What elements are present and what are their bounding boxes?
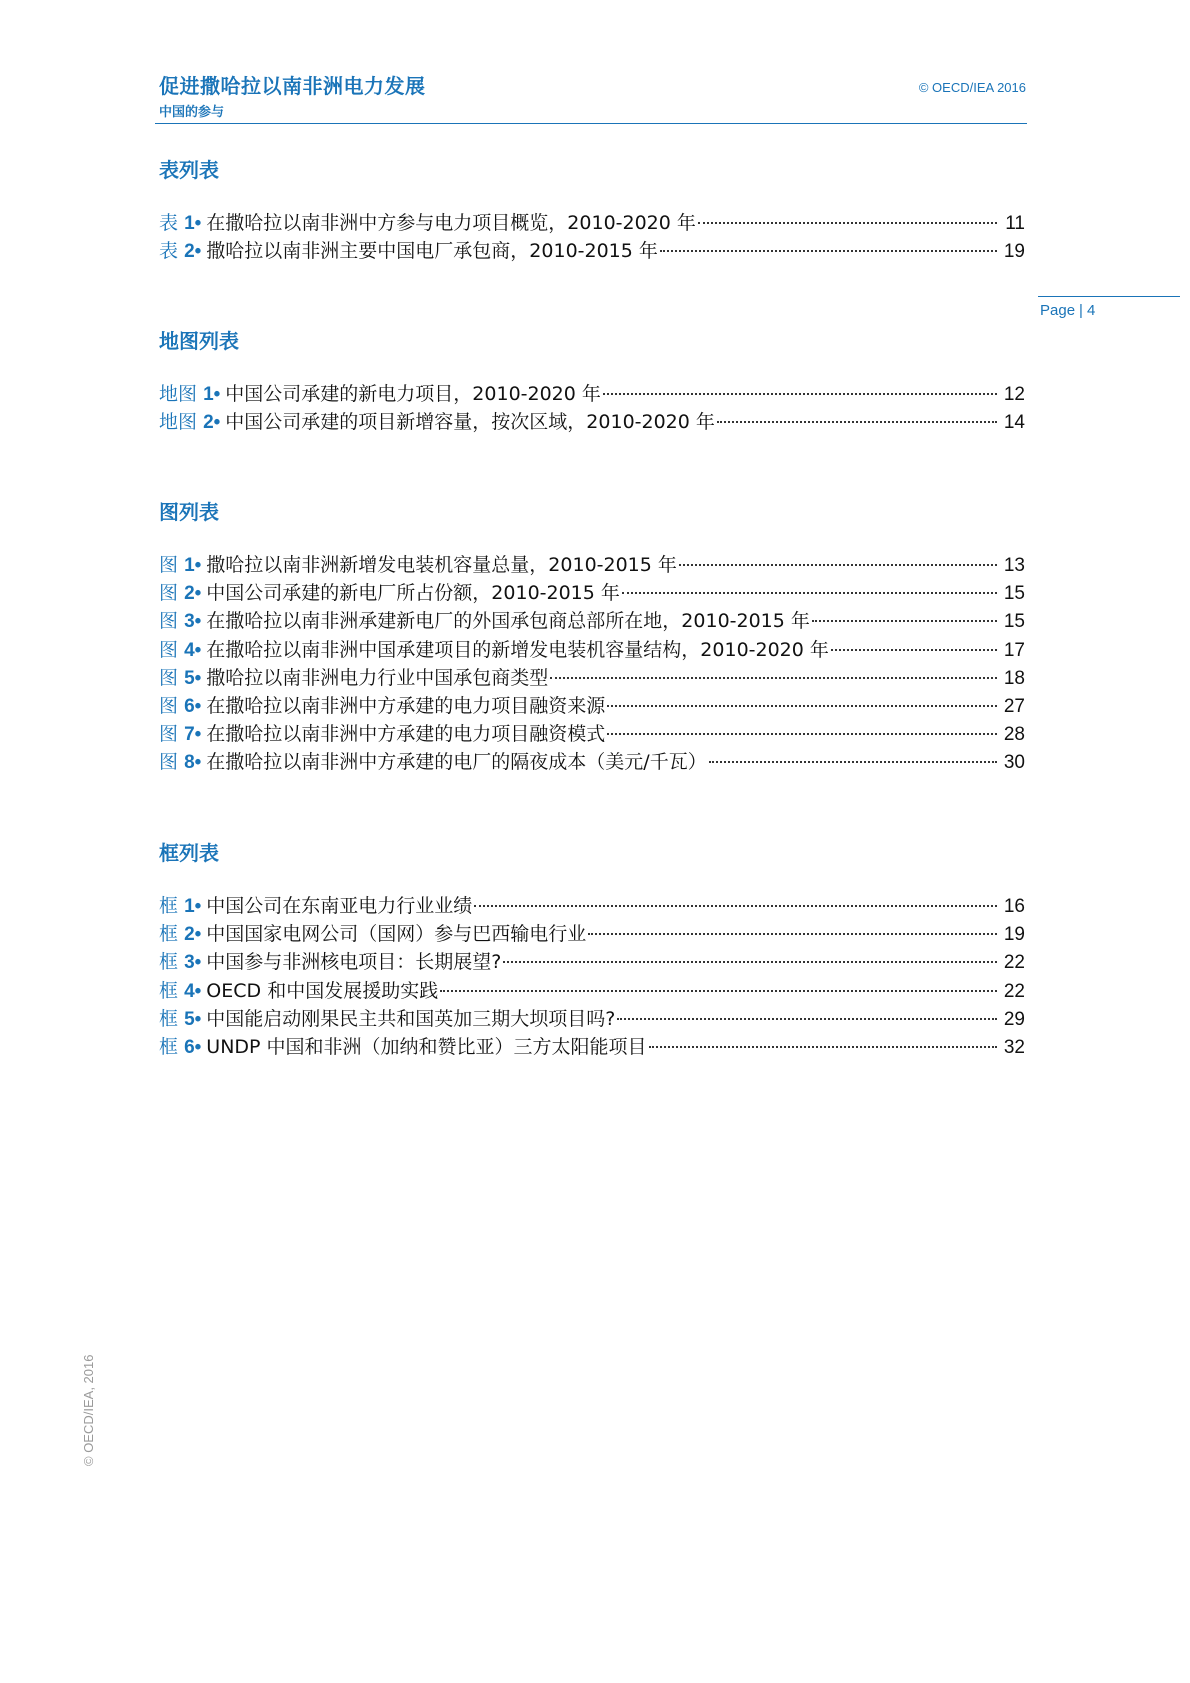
toc-entry-prefix: 表 [159, 212, 179, 234]
toc-entry-text: 中国公司承建的项目新增容量，按次区域，2010-2020 年 [225, 411, 715, 434]
toc-entry-prefix: 图 [159, 751, 179, 774]
section-title-maps: 地图列表 [159, 329, 239, 353]
bullet-icon: • [194, 724, 202, 746]
toc-entry-number: 8 [184, 752, 195, 774]
toc-entry-number: 1 [203, 384, 214, 405]
side-copyright: © OECD/IEA, 2016 [81, 1354, 96, 1466]
bullet-icon: • [194, 896, 202, 917]
toc-entry-text: 中国公司在东南亚电力行业业绩 [206, 895, 473, 917]
toc-entry-text: 在撒哈拉以南非洲中方承建的电力项目融资模式 [206, 723, 606, 746]
toc-entry-box-1[interactable] [159, 892, 1025, 920]
toc-entry-map-1[interactable] [159, 380, 1025, 408]
toc-entry-label [159, 636, 206, 665]
page-number [1040, 302, 1095, 319]
toc-entry-page: 27 [1003, 695, 1025, 717]
toc-entry-number: 5 [184, 667, 195, 689]
toc-entry-box-3[interactable] [159, 948, 1025, 976]
bullet-icon: • [213, 412, 221, 434]
toc-entry-number: 2 [184, 583, 195, 605]
bullet-icon: • [194, 980, 202, 1002]
toc-entry-label [159, 551, 206, 580]
toc-entry-label [159, 748, 206, 777]
toc-entry-page: 13 [1003, 555, 1025, 576]
toc-entry-number: 6 [184, 1036, 195, 1058]
toc-entry-number: 5 [184, 1008, 195, 1030]
toc-entry-prefix: 图 [159, 638, 179, 661]
bullet-icon: • [194, 667, 202, 689]
toc-entry-prefix: 图 [159, 610, 179, 633]
toc-entry-label [159, 1033, 206, 1062]
dot-leader [440, 990, 997, 992]
bullet-icon: • [194, 1036, 202, 1058]
toc-entry-figure-5[interactable] [159, 664, 1025, 692]
toc-entry-map-2[interactable] [159, 408, 1025, 436]
toc-entry-page: 15 [1003, 583, 1025, 605]
toc-entry-page: 22 [1003, 952, 1025, 974]
toc-entry-text: 撒哈拉以南非洲电力行业中国承包商类型 [206, 666, 549, 689]
toc-entry-text: 中国公司承建的新电厂所占份额，2010-2015 年 [206, 582, 620, 605]
dot-leader [550, 677, 997, 679]
dot-leader [622, 592, 997, 594]
toc-entry-figure-4[interactable] [159, 636, 1025, 664]
toc-entry-page: 29 [1003, 1008, 1025, 1030]
dot-leader [717, 421, 997, 423]
list-of-maps [159, 326, 1025, 436]
page-number-divider [1038, 296, 1180, 297]
toc-entry-label [159, 209, 206, 238]
toc-entry-number: 1 [184, 896, 195, 917]
toc-entry-label [159, 237, 206, 266]
dot-leader [474, 905, 997, 907]
toc-entry-figure-6[interactable] [159, 692, 1025, 720]
bullet-icon: • [213, 384, 221, 405]
bullet-icon: • [194, 611, 202, 633]
toc-entry-label [159, 1005, 206, 1034]
toc-entry-figure-1[interactable] [159, 551, 1025, 579]
toc-entry-number: 4 [184, 980, 195, 1002]
toc-entry-page: 28 [1003, 724, 1025, 746]
dot-leader [617, 1018, 997, 1020]
bullet-icon: • [194, 752, 202, 774]
page-number-label: Page [1040, 302, 1076, 319]
toc-entry-number: 2 [203, 412, 214, 434]
bullet-icon: • [194, 583, 202, 605]
toc-entry-number: 1 [184, 555, 195, 576]
dot-leader [607, 705, 997, 707]
toc-entry-page: 17 [1003, 639, 1025, 661]
document-subtitle: 中国的参与 [159, 105, 225, 120]
toc-entry-page: 22 [1003, 980, 1025, 1002]
toc-entry-label [159, 692, 206, 721]
toc-list-tables [159, 209, 1025, 265]
toc-entry-number: 2 [184, 241, 195, 263]
bullet-icon: • [194, 555, 202, 576]
toc-entry-text: 撒哈拉以南非洲主要中国电厂承包商，2010-2015 年 [206, 240, 658, 263]
toc-entry-prefix: 图 [159, 694, 179, 717]
toc-entry-prefix: 地图 [159, 383, 198, 405]
toc-entry-prefix: 图 [159, 666, 179, 689]
toc-entry-label [159, 892, 206, 921]
toc-entry-text: UNDP 中国和非洲（加纳和赞比亚）三方太阳能项目 [206, 1035, 647, 1058]
toc-entry-box-5[interactable] [159, 1005, 1025, 1033]
toc-entry-number: 7 [184, 724, 195, 746]
toc-entry-table-2[interactable] [159, 237, 1025, 265]
toc-list-figures [159, 551, 1025, 777]
bullet-icon: • [194, 241, 202, 263]
toc-entry-text: OECD 和中国发展援助实践 [206, 979, 439, 1002]
bullet-icon: • [194, 924, 202, 946]
toc-entry-figure-3[interactable] [159, 607, 1025, 635]
toc-entry-number: 1 [184, 213, 195, 234]
section-title-figures: 图列表 [159, 500, 219, 524]
toc-entry-label [159, 977, 206, 1006]
page-number-separator: | [1079, 302, 1083, 319]
toc-entry-number: 4 [184, 639, 195, 661]
dot-leader [660, 250, 997, 252]
dot-leader [831, 649, 997, 651]
dot-leader [709, 761, 997, 763]
toc-entry-page: 32 [1003, 1036, 1025, 1058]
toc-entry-text: 中国能启动刚果民主共和国英加三期大坝项目吗? [206, 1007, 616, 1030]
toc-entry-number: 6 [184, 695, 195, 717]
toc-entry-figure-8[interactable] [159, 748, 1025, 776]
list-of-figures [159, 497, 1025, 777]
dot-leader [698, 222, 997, 224]
toc-entry-figure-2[interactable] [159, 579, 1025, 607]
toc-entry-label [159, 664, 206, 693]
toc-entry-label [159, 920, 206, 949]
toc-entry-number: 3 [184, 611, 195, 633]
list-of-tables [159, 155, 1025, 265]
bullet-icon: • [194, 952, 202, 974]
toc-entry-text: 中国国家电网公司（国网）参与巴西输电行业 [206, 923, 587, 946]
toc-entry-prefix: 地图 [159, 411, 198, 434]
toc-entry-text: 中国公司承建的新电力项目，2010-2020 年 [225, 383, 601, 405]
toc-entry-box-4[interactable] [159, 977, 1025, 1005]
toc-entry-page: 19 [1003, 241, 1025, 263]
bullet-icon: • [194, 695, 202, 717]
toc-entry-page: 11 [1005, 213, 1025, 234]
header-divider [155, 123, 1027, 124]
toc-entry-page: 19 [1003, 924, 1025, 946]
toc-entry-prefix: 框 [159, 1007, 179, 1030]
toc-entry-prefix: 框 [159, 923, 179, 946]
toc-entry-page: 18 [1003, 667, 1025, 689]
list-of-boxes [159, 838, 1025, 1061]
toc-entry-text: 在撒哈拉以南非洲中方承建的电厂的隔夜成本（美元/千瓦） [206, 751, 707, 774]
toc-entry-prefix: 图 [159, 723, 179, 746]
section-title-tables: 表列表 [159, 158, 219, 182]
toc-entry-page: 15 [1003, 611, 1025, 633]
header-copyright: © OECD/IEA 2016 [918, 80, 1026, 95]
toc-entry-prefix: 框 [159, 1035, 179, 1058]
toc-entry-page: 12 [1003, 384, 1025, 405]
page-number-value: 4 [1086, 302, 1096, 319]
toc-entry-box-6[interactable] [159, 1033, 1025, 1061]
toc-entry-label [159, 948, 206, 977]
toc-entry-page: 16 [1003, 896, 1025, 917]
bullet-icon: • [194, 1008, 202, 1030]
toc-list-boxes [159, 892, 1025, 1061]
toc-entry-box-2[interactable] [159, 920, 1025, 948]
toc-entry-prefix: 框 [159, 979, 179, 1002]
toc-entry-number: 3 [184, 952, 195, 974]
document-title: 促进撒哈拉以南非洲电力发展 [159, 74, 426, 98]
toc-entry-figure-7[interactable] [159, 720, 1025, 748]
toc-entry-prefix: 图 [159, 582, 179, 605]
toc-list-maps [159, 380, 1025, 436]
toc-entry-text: 在撒哈拉以南非洲中国承建项目的新增发电装机容量结构，2010-2020 年 [206, 638, 829, 661]
dot-leader [607, 733, 997, 735]
dot-leader [503, 961, 997, 963]
dot-leader [603, 393, 997, 395]
toc-entry-table-1[interactable] [159, 209, 1025, 237]
toc-entry-page: 30 [1003, 752, 1025, 774]
bullet-icon: • [194, 639, 202, 661]
toc-entry-label [159, 408, 225, 437]
toc-entry-label [159, 720, 206, 749]
dot-leader [649, 1046, 997, 1048]
toc-entry-prefix: 框 [159, 895, 179, 917]
toc-entry-text: 在撒哈拉以南非洲中方参与电力项目概览，2010-2020 年 [206, 212, 696, 234]
toc-entry-prefix: 表 [159, 240, 179, 263]
toc-entry-label [159, 607, 206, 636]
toc-entry-label [159, 579, 206, 608]
section-title-boxes: 框列表 [159, 841, 219, 865]
toc-entry-text: 在撒哈拉以南非洲承建新电厂的外国承包商总部所在地，2010-2015 年 [206, 610, 810, 633]
toc-entry-label [159, 380, 225, 409]
dot-leader [812, 620, 997, 622]
toc-entry-prefix: 图 [159, 554, 179, 576]
toc-entry-text: 撒哈拉以南非洲新增发电装机容量总量，2010-2015 年 [206, 554, 677, 576]
toc-entry-number: 2 [184, 924, 195, 946]
bullet-icon: • [194, 213, 202, 234]
toc-entry-page: 14 [1003, 412, 1025, 434]
dot-leader [588, 933, 997, 935]
toc-entry-text: 在撒哈拉以南非洲中方承建的电力项目融资来源 [206, 694, 606, 717]
toc-entry-text: 中国参与非洲核电项目：长期展望? [206, 951, 502, 974]
toc-entry-prefix: 框 [159, 951, 179, 974]
dot-leader [679, 564, 997, 566]
